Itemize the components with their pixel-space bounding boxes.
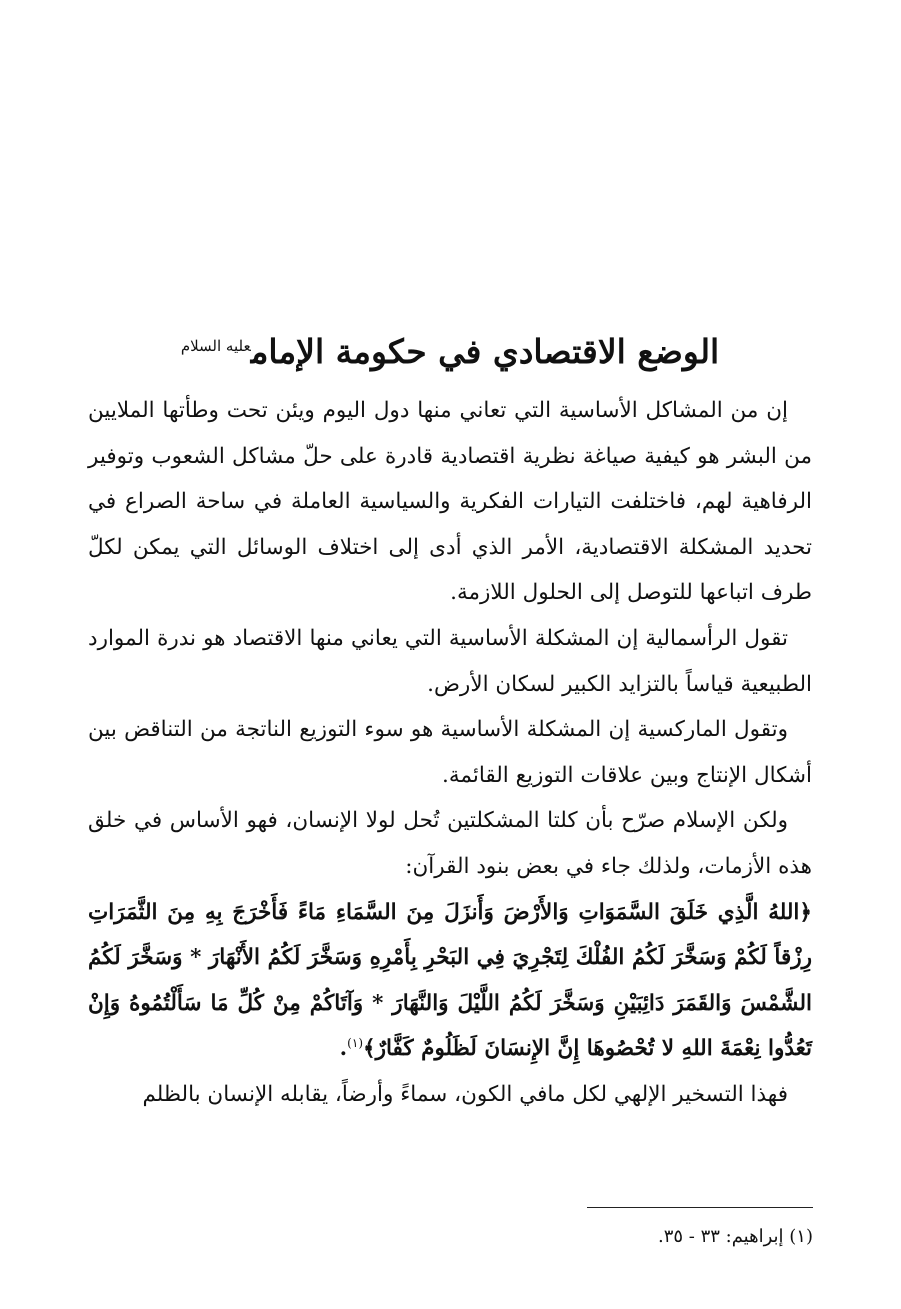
body-text <box>88 388 812 1118</box>
quran-verse-end: . <box>339 1036 348 1062</box>
quran-verse-text: ﴿اللهُ الَّذِي خَلَقَ السَّمَوَاتِ وَالأَرْضَ وَأَنزَلَ مِنَ السَّمَاءِ مَاءً فَأَخْرَجَ بِهِ مِنَ الثَّمَرَاتِ رِزْقاً لَكُمْ وَسَخَّرَ لَكُمُ الفُلْكَ لِتَجْرِيَ فِي البَحْرِ بِأَمْرِهِ وَسَخَّرَ لَكُمُ الأَنْهَارَ * وَسَخَّرَ لَكُمُ الشَّمْسَ وَالقَمَرَ دَائِبَيْنِ وَسَخَّرَ لَكُمُ اللَّيْلَ وَالنَّهَارَ * وَآتَاكُمْ مِنْ كُلِّ مَا سَأَلْتُمُوهُ وَإِنْ تَعُدُّوا نِعْمَةَ اللهِ لا تُحْصُوهَا إِنَّ الإِنسَانَ لَظَلُومٌ كَفَّارٌ﴾ <box>88 899 812 1062</box>
honorific-symbol: عليه السلام <box>180 337 251 355</box>
paragraph-islam: ولكن الإسلام صرّح بأن كلتا المشكلتين تُحل لولا الإنسان، فهو الأساس في خلق هذه الأزمات، ولذلك جاء في بعض بنود القرآن: <box>88 808 812 879</box>
paragraph-continuation: فهذا التسخير الإلهي لكل مافي الكون، سماءً وأرضاً، يقابله الإنسان بالظلم <box>142 1081 788 1107</box>
page-title-text: الوضع الاقتصادي في حكومة الإمام <box>250 332 720 371</box>
page-title <box>90 318 810 380</box>
quran-verse <box>88 890 812 1072</box>
footnote-reference: (١) <box>347 1036 363 1051</box>
footnote-divider <box>587 1207 813 1208</box>
paragraph-capitalism: تقول الرأسمالية إن المشكلة الأساسية التي يعاني منها الاقتصاد هو ندرة الموارد الطبيعية قياساً بالتزايد الكبير لسكان الأرض. <box>88 625 812 697</box>
paragraph-intro: إن من المشاكل الأساسية التي تعاني منها دول اليوم ويئن تحت وطأتها الملايين من البشر هو كيفية صياغة نظرية اقتصادية قادرة على حلّ مشاكل الشعوب وتوفير الرفاهية لهم، فاختلفت التيارات الفكرية والسياسية العاملة في ساحة الصراع في تحديد المشكلة الاقتصادية، الأمر الذي أدى إلى اختلاف الوسائل التي يمكن لكلّ طرف اتباعها للتوصل إلى الحلول اللازمة. <box>88 398 812 606</box>
paragraph-marxism: وتقول الماركسية إن المشكلة الأساسية هو سوء التوزيع الناتجة من التناقض بين أشكال الإنتاج وبين علاقات التوزيع القائمة. <box>88 717 812 788</box>
footnote: (١) إبراهيم: ٣٣ - ٣٥. <box>657 1226 813 1247</box>
